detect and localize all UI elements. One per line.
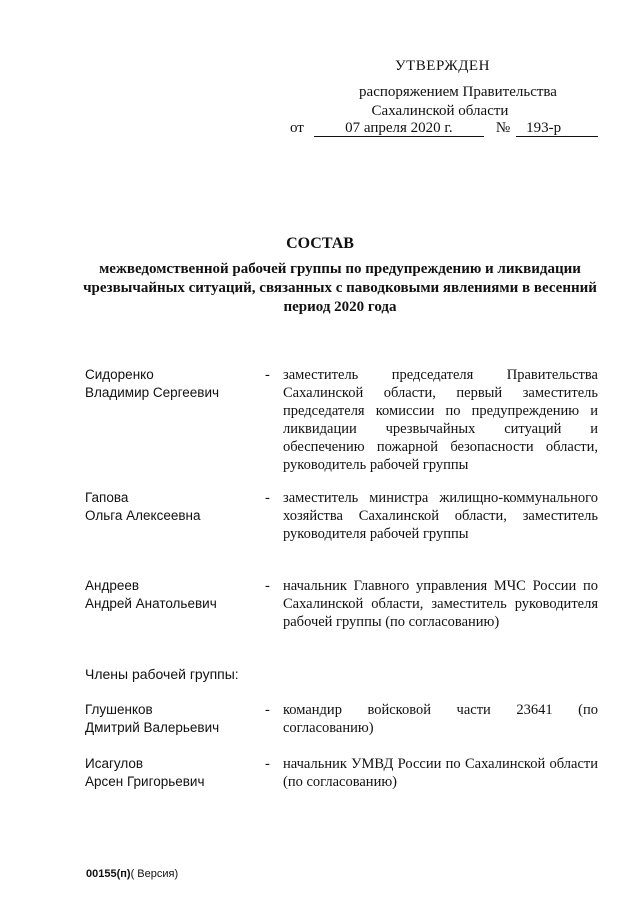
document-version: ( Версия) — [130, 868, 179, 880]
member-given-name: Арсен Григорьевич — [85, 774, 205, 789]
document-code: 00155(п) — [86, 868, 131, 880]
member-name — [85, 577, 265, 613]
member-dash: - — [265, 367, 270, 383]
member-name — [85, 366, 265, 402]
member-surname: Андреев — [85, 578, 140, 593]
member-role: начальник УМВД России по Сахалинской области (по согласованию) — [283, 756, 598, 790]
member-name — [85, 755, 265, 791]
member-name — [85, 489, 265, 525]
member-dash: - — [265, 490, 270, 506]
order-number: 193-р — [516, 120, 598, 137]
member-given-name: Владимир Сергеевич — [85, 385, 220, 400]
member-role: командир войсковой части 23641 (по согласованию) — [283, 702, 598, 736]
document-footer — [86, 868, 178, 880]
document-title: СОСТАВ — [286, 235, 354, 252]
member-name — [85, 701, 265, 737]
member-dash: - — [265, 702, 270, 718]
order-issuer-line1: распоряжением Правительства — [359, 84, 557, 100]
member-given-name: Ольга Алексеевна — [85, 508, 201, 523]
approved-heading: УТВЕРЖДЕН — [395, 58, 490, 74]
member-surname: Исагулов — [85, 756, 144, 771]
member-dash: - — [265, 756, 270, 772]
member-given-name: Дмитрий Валерьевич — [85, 720, 220, 735]
order-date: 07 апреля 2020 г. — [314, 120, 484, 137]
number-sign: № — [495, 120, 511, 136]
date-prefix: от — [290, 120, 304, 136]
order-issuer-line2: Сахалинской области — [371, 103, 509, 119]
member-surname: Глушенков — [85, 702, 153, 717]
member-role: заместитель министра жилищно-коммунального хозяйства Сахалинской области, заместитель руководителя рабочей группы — [283, 490, 598, 542]
member-role: начальник Главного управления МЧС России по Сахалинской области, заместитель руководителя рабочей группы (по согласованию) — [283, 578, 598, 630]
member-role: заместитель председателя Правительства Сахалинской области, первый заместитель председателя комиссии по предупреждению и ликвидации чрезвычайных ситуаций и обеспечению пожарной безопасности области, руководитель рабочей группы — [283, 367, 598, 473]
member-surname: Сидоренко — [85, 367, 154, 382]
order-date-line — [290, 120, 598, 137]
document-subtitle: межведомственной рабочей группы по предупреждению и ликвидации чрезвычайных ситуаций, связанных с паводковыми явлениями в весенний период 2020 года — [83, 261, 597, 315]
member-given-name: Андрей Анатольевич — [85, 596, 217, 611]
members-label: Члены рабочей группы: — [85, 666, 239, 682]
member-dash: - — [265, 578, 270, 594]
member-surname: Гапова — [85, 490, 129, 505]
